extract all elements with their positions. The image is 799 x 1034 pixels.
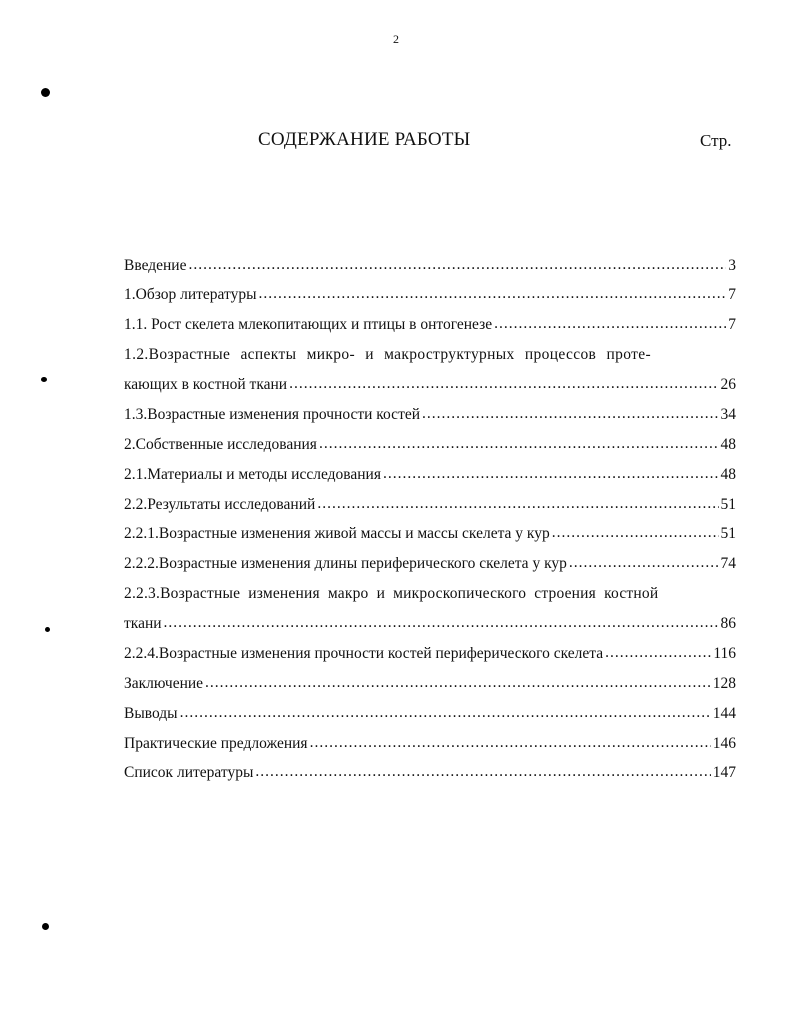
toc-entry-title: 2.1.Материалы и методы исследования bbox=[124, 466, 381, 483]
toc-entry-2-2-3-line2[interactable] bbox=[124, 611, 736, 633]
toc-entry-title: кающих в костной ткани bbox=[124, 376, 288, 393]
toc-entry-page: 116 bbox=[713, 645, 736, 662]
page-number: 2 bbox=[393, 32, 399, 46]
toc-entry-title: Заключение bbox=[124, 675, 204, 692]
toc-entry-2-1[interactable] bbox=[124, 462, 736, 484]
dot-leader bbox=[319, 438, 719, 450]
dot-leader bbox=[255, 766, 710, 778]
toc-entry-2[interactable] bbox=[124, 432, 736, 454]
toc-entry-page: 128 bbox=[712, 675, 736, 692]
toc-entry-1-3[interactable] bbox=[124, 402, 736, 424]
dot-leader bbox=[164, 617, 719, 629]
toc-entry-1-2-line1[interactable] bbox=[124, 342, 736, 364]
toc-entry-title: Введение bbox=[124, 257, 187, 274]
dot-leader bbox=[289, 378, 718, 390]
toc-entry-page: 74 bbox=[720, 555, 736, 572]
dot-leader bbox=[188, 259, 726, 271]
toc-entry-page: 48 bbox=[720, 436, 736, 453]
toc-entry-2-2[interactable] bbox=[124, 492, 736, 514]
dot-leader bbox=[383, 468, 719, 480]
toc-entry-title: 1.2.Возрастные аспекты микро- и макроструктурных процессов проте- bbox=[124, 346, 651, 363]
toc-entry-title: 1.3.Возрастные изменения прочности костей bbox=[124, 406, 421, 423]
toc-entry-page: 7 bbox=[728, 316, 736, 333]
toc-entry-2-2-4[interactable] bbox=[124, 641, 736, 663]
toc-entry-page: 146 bbox=[712, 735, 736, 752]
toc-entry-title: 2.2.Результаты исследований bbox=[124, 496, 316, 513]
dot-leader bbox=[205, 677, 711, 689]
toc-entry-1-2-line2[interactable] bbox=[124, 372, 736, 394]
toc-entry-page: 147 bbox=[712, 764, 736, 781]
toc-entry-1-1[interactable] bbox=[124, 312, 736, 334]
toc-entry-title: 2.2.1.Возрастные изменения живой массы и массы скелета у кур bbox=[124, 525, 550, 542]
toc-entry-page: 86 bbox=[720, 615, 736, 632]
scan-speck bbox=[45, 627, 50, 632]
toc-entry-2-2-2[interactable] bbox=[124, 551, 736, 573]
toc-entry-conclusion[interactable] bbox=[124, 671, 736, 693]
dot-leader bbox=[569, 557, 719, 569]
toc-entry-page: 51 bbox=[720, 525, 736, 542]
toc-entry-title: 2.2.4.Возрастные изменения прочности костей периферического скелета bbox=[124, 645, 604, 662]
page-title: СОДЕРЖАНИЕ РАБОТЫ bbox=[258, 129, 471, 150]
toc-entry-2-2-3-line1[interactable] bbox=[124, 581, 736, 603]
toc-entry-practical-proposals[interactable] bbox=[124, 731, 736, 753]
toc-entry-title: Выводы bbox=[124, 705, 178, 722]
dot-leader bbox=[180, 707, 711, 719]
toc-entry-page: 7 bbox=[728, 286, 736, 303]
scan-speck bbox=[42, 923, 49, 930]
toc-entry-title: 2.2.3.Возрастные изменения макро и микроскопического строения костной bbox=[124, 585, 659, 602]
toc-entry-page: 26 bbox=[720, 376, 736, 393]
toc-entry-page: 3 bbox=[728, 257, 736, 274]
dot-leader bbox=[605, 647, 711, 659]
toc-entry-title: 2.2.2.Возрастные изменения длины периферического скелета у кур bbox=[124, 555, 567, 572]
toc-entry-title: Список литературы bbox=[124, 764, 254, 781]
toc-entry-page: 51 bbox=[720, 496, 736, 513]
toc-entry-2-2-1[interactable] bbox=[124, 521, 736, 543]
toc-entry-page: 48 bbox=[720, 466, 736, 483]
dot-leader bbox=[259, 288, 727, 300]
toc-entry-introduction[interactable] bbox=[124, 253, 736, 275]
dot-leader bbox=[494, 318, 726, 330]
toc-entry-title: ткани bbox=[124, 615, 162, 632]
toc-entry-title: 1.1. Рост скелета млекопитающих и птицы в онтогенезе bbox=[124, 316, 493, 333]
toc-entry-page: 144 bbox=[712, 705, 736, 722]
toc-entry-references[interactable] bbox=[124, 760, 736, 782]
page-column-label: Стр. bbox=[700, 131, 732, 150]
toc-entry-page: 34 bbox=[720, 406, 736, 423]
toc-entry-title: 1.Обзор литературы bbox=[124, 286, 257, 303]
dot-leader bbox=[310, 737, 711, 749]
dot-leader bbox=[422, 408, 718, 420]
toc-entry-literature-review[interactable] bbox=[124, 282, 736, 304]
dot-leader bbox=[317, 498, 718, 510]
scan-speck bbox=[41, 88, 50, 97]
toc-entry-title: 2.Собственные исследования bbox=[124, 436, 317, 453]
toc-entry-findings[interactable] bbox=[124, 701, 736, 723]
dot-leader bbox=[552, 527, 719, 539]
toc-entry-title: Практические предложения bbox=[124, 735, 308, 752]
scan-speck bbox=[41, 377, 47, 382]
